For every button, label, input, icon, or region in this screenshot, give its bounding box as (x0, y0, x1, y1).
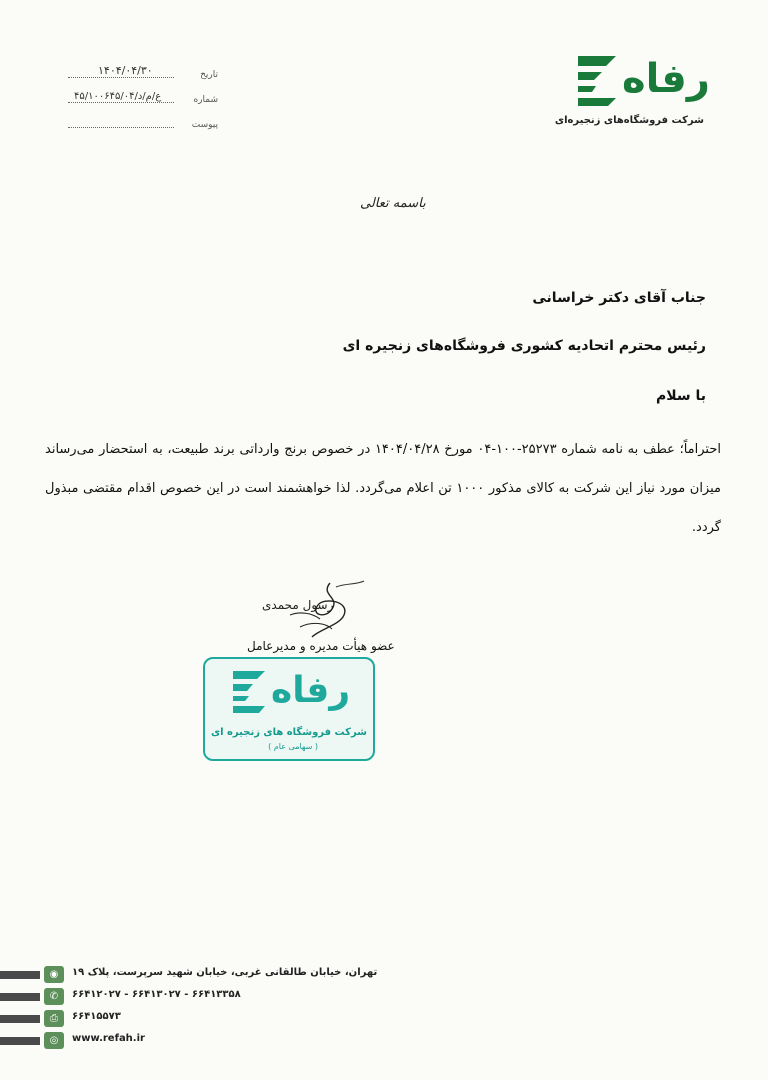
date-dots (68, 77, 174, 78)
number-dots (68, 102, 174, 103)
footer-phones: ۶۶۴۱۲۰۲۷ - ۶۶۴۱۳۰۲۷ - ۶۶۴۱۳۳۵۸ (72, 989, 241, 1000)
signatory-name: رسول محمدی (262, 598, 334, 612)
date-field (68, 66, 218, 80)
date-value: ۱۴۰۴/۰۴/۳۰ (98, 64, 153, 77)
stamp-company-name: شرکت فروشگاه های زنجیره ای (210, 727, 367, 738)
greeting: با سلام (655, 388, 706, 404)
attachment-dots (68, 127, 174, 128)
number-value: ۴۵/۱۰۰۶۴۵/۰۴/ع/م/د (74, 91, 162, 102)
footer-website[interactable]: www.refah.ir (72, 1033, 145, 1044)
company-stamp (203, 657, 375, 761)
fax-icon: ⎙ (44, 1010, 64, 1027)
logo-brand-text: رفاه (622, 56, 710, 102)
phone-icon: ✆ (44, 988, 64, 1005)
footer-bar (0, 1037, 40, 1045)
signatory-title: عضو هیأت مدیره و مدیرعامل (247, 639, 395, 653)
number-field (68, 91, 218, 105)
footer-bar (0, 993, 40, 1001)
footer-bar (0, 1015, 40, 1023)
location-icon: ◉ (44, 966, 64, 983)
attachment-field (68, 116, 218, 130)
stamp-company-type: ( سهامی عام ) (268, 742, 318, 751)
footer-fax: ۶۶۴۱۵۵۷۳ (72, 1011, 121, 1022)
stamp-brand-text: رفاه (271, 670, 351, 711)
invocation: باسمه تعالی (360, 196, 426, 211)
recipient-name: جناب آقای دکتر خراسانی (532, 290, 706, 306)
footer-address: تهران، خیابان طالقانی غربی، خیابان شهید سرپرست، پلاک ۱۹ (72, 967, 378, 978)
footer-bar (0, 971, 40, 979)
globe-icon: ◎ (44, 1032, 64, 1049)
attachment-label: پیوست (191, 120, 218, 130)
number-label: شماره (193, 95, 218, 105)
letter-body: احتراماً؛ عطف به نامه شماره ۲۵۲۷۳-۱۰۰-۰۴ مورخ ۱۴۰۴/۰۴/۲۸ در خصوص برنج وارداتی برند طبیعت، به استحضار می‌رساند میزان مورد نیاز این شرکت به کالای مذکور ۱۰۰۰ تن اعلام می‌گردد. لذا خواهشمند است در این خصوص اقدام مقتضی مبذول گردد. (45, 442, 721, 535)
logo-company-name: شرکت فروشگاه‌های زنجیره‌ای (554, 115, 704, 126)
recipient-title: رئیس محترم اتحادیه کشوری فروشگاه‌های زنجیره ای (342, 338, 706, 354)
date-label: تاریخ (200, 70, 218, 80)
